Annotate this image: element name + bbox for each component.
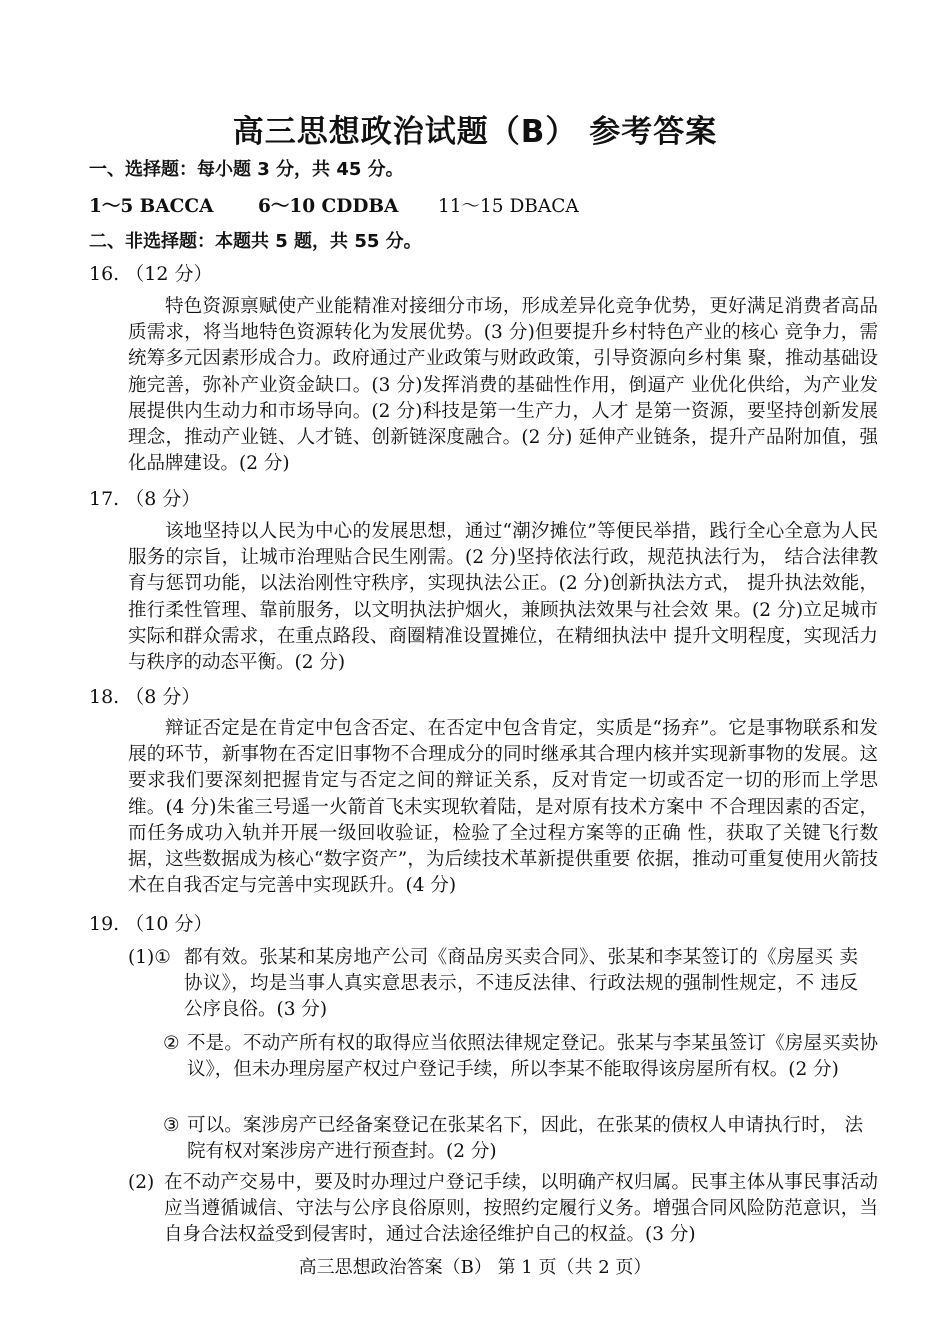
q18-answer-text: 辩证否定是在肯定中包含否定、在否定中包含肯定，实质是“扬弃”。它是事物联系和发展的环节，新事物在否定旧事物不合理成分的同时继承其合理内核并实现新事物的发展。这要求我们要深刻把握肯定与否定之间的辩证关系，反对肯定一切或否定一切的形而上学思维。(4 分)朱雀三号遥一火箭首飞未实现软着陆，是对原有技术方案中 不合理因素的否定，而任务成功入轨并开展一级回收验证，检验了全过程方案等的正确 性，获取了关键飞行数据，这些数据成为核心“数字资产”，为后续技术革新提供重要 依据，推动可重复使用火箭技术在自我否定与完善中实现跃升。(4 分): [128, 718, 878, 897]
q18-heading: 18. （8 分）: [89, 686, 201, 708]
answer-group-3: 11～15 DBACA: [438, 196, 579, 217]
q16-heading: 16. （12 分）: [89, 263, 213, 285]
q19-part1-item1: [128, 945, 858, 1024]
q19-part2-text: 在不动产交易中，要及时办理过户登记手续，以明确产权归属。民事主体从事民事活动应当遵循诚信、守法与公序良俗原则，按照约定履行义务。增强合同风险防范意识，当自身合法权益受到侵害时，通过合法途径维护自己的权益。(3 分): [164, 1172, 878, 1246]
q17-heading: 17. （8 分）: [89, 488, 201, 510]
page-footer: 高三思想政治答案（B） 第 1 页（共 2 页）: [298, 1257, 652, 1278]
q19-item3-label: ③: [163, 1115, 180, 1136]
q19-heading: 19. （10 分）: [89, 913, 213, 935]
answer-group-1: 1～5 BACCA: [89, 196, 214, 217]
q19-part1-item1-text: 都有效。张某和某房地产公司《商品房买卖合同》、张某和李某签订的《房屋买 卖协议》，均是当事人真实意思表示，不违反法律、行政法规的强制性规定，不 违反公序良俗。(3 分): [184, 947, 858, 1021]
q19-part1-item3-text: 可以。案涉房产已经备案登记在张某名下，因此，在张某的债权人申请执行时， 法院有权对案涉房产进行预查封。(2 分): [187, 1115, 863, 1163]
q19-part2: [128, 1170, 878, 1249]
q19-part2-label: (2): [128, 1172, 155, 1193]
section2-heading: 二、非选择题：本题共 5 题，共 55 分。: [89, 231, 422, 252]
q16-answer-text: 特色资源禀赋使产业能精准对接细分市场，形成差异化竞争优势，更好满足消费者高品质需求，将当地特色资源转化为发展优势。(3 分)但要提升乡村特色产业的核心 竞争力，需统筹多元因素形成合力。政府通过产业政策与财政政策，引导资源向乡村集 聚，推动基础设施完善，弥补产业资金缺口。(3 分)发挥消费的基础性作用，倒逼产 业优化供给，为产业发展提供内生动力和市场导向。(2 分)科技是第一生产力，人才 是第一资源，要坚持创新发展理念，推动产业链、人才链、创新链深度融合。(2 分) 延伸产业链条，提升产品附加值，强化品牌建设。(2 分): [128, 296, 878, 475]
page-title: 高三思想政治试题（B） 参考答案: [232, 114, 718, 150]
q19-part1-item3: [163, 1113, 863, 1165]
q19-part1-label: (1)①: [128, 947, 171, 968]
q19-item2-label: ②: [163, 1033, 180, 1054]
answer-group-2: 6～10 CDDBA: [258, 196, 399, 217]
q17-answer-text: 该地坚持以人民为中心的发展思想，通过“潮汐摊位”等便民举措，践行全心全意为人民服务的宗旨，让城市治理贴合民生刚需。(2 分)坚持依法行政，规范执法行为， 结合法律教育与惩罚功能，以法治刚性守秩序，实现执法公正。(2 分)创新执法方式， 提升执法效能，推行柔性管理、靠前服务，以文明执法护烟火，兼顾执法效果与社会效 果。(2 分)立足城市实际和群众需求，在重点路段、商圈精准设置摊位，在精细执法中 提升文明程度，实现活力与秩序的动态平衡。(2 分): [128, 521, 878, 674]
section1-heading: 一、选择题：每小题 3 分，共 45 分。: [89, 159, 404, 180]
q19-part1-item2-text: 不是。不动产所有权的取得应当依照法律规定登记。张某与李某虽签订《房屋买卖协议》，但未办理房屋产权过户登记手续，所以李某不能取得该房屋所有权。(2 分): [187, 1033, 878, 1081]
q19-part1-item2: [163, 1031, 878, 1083]
